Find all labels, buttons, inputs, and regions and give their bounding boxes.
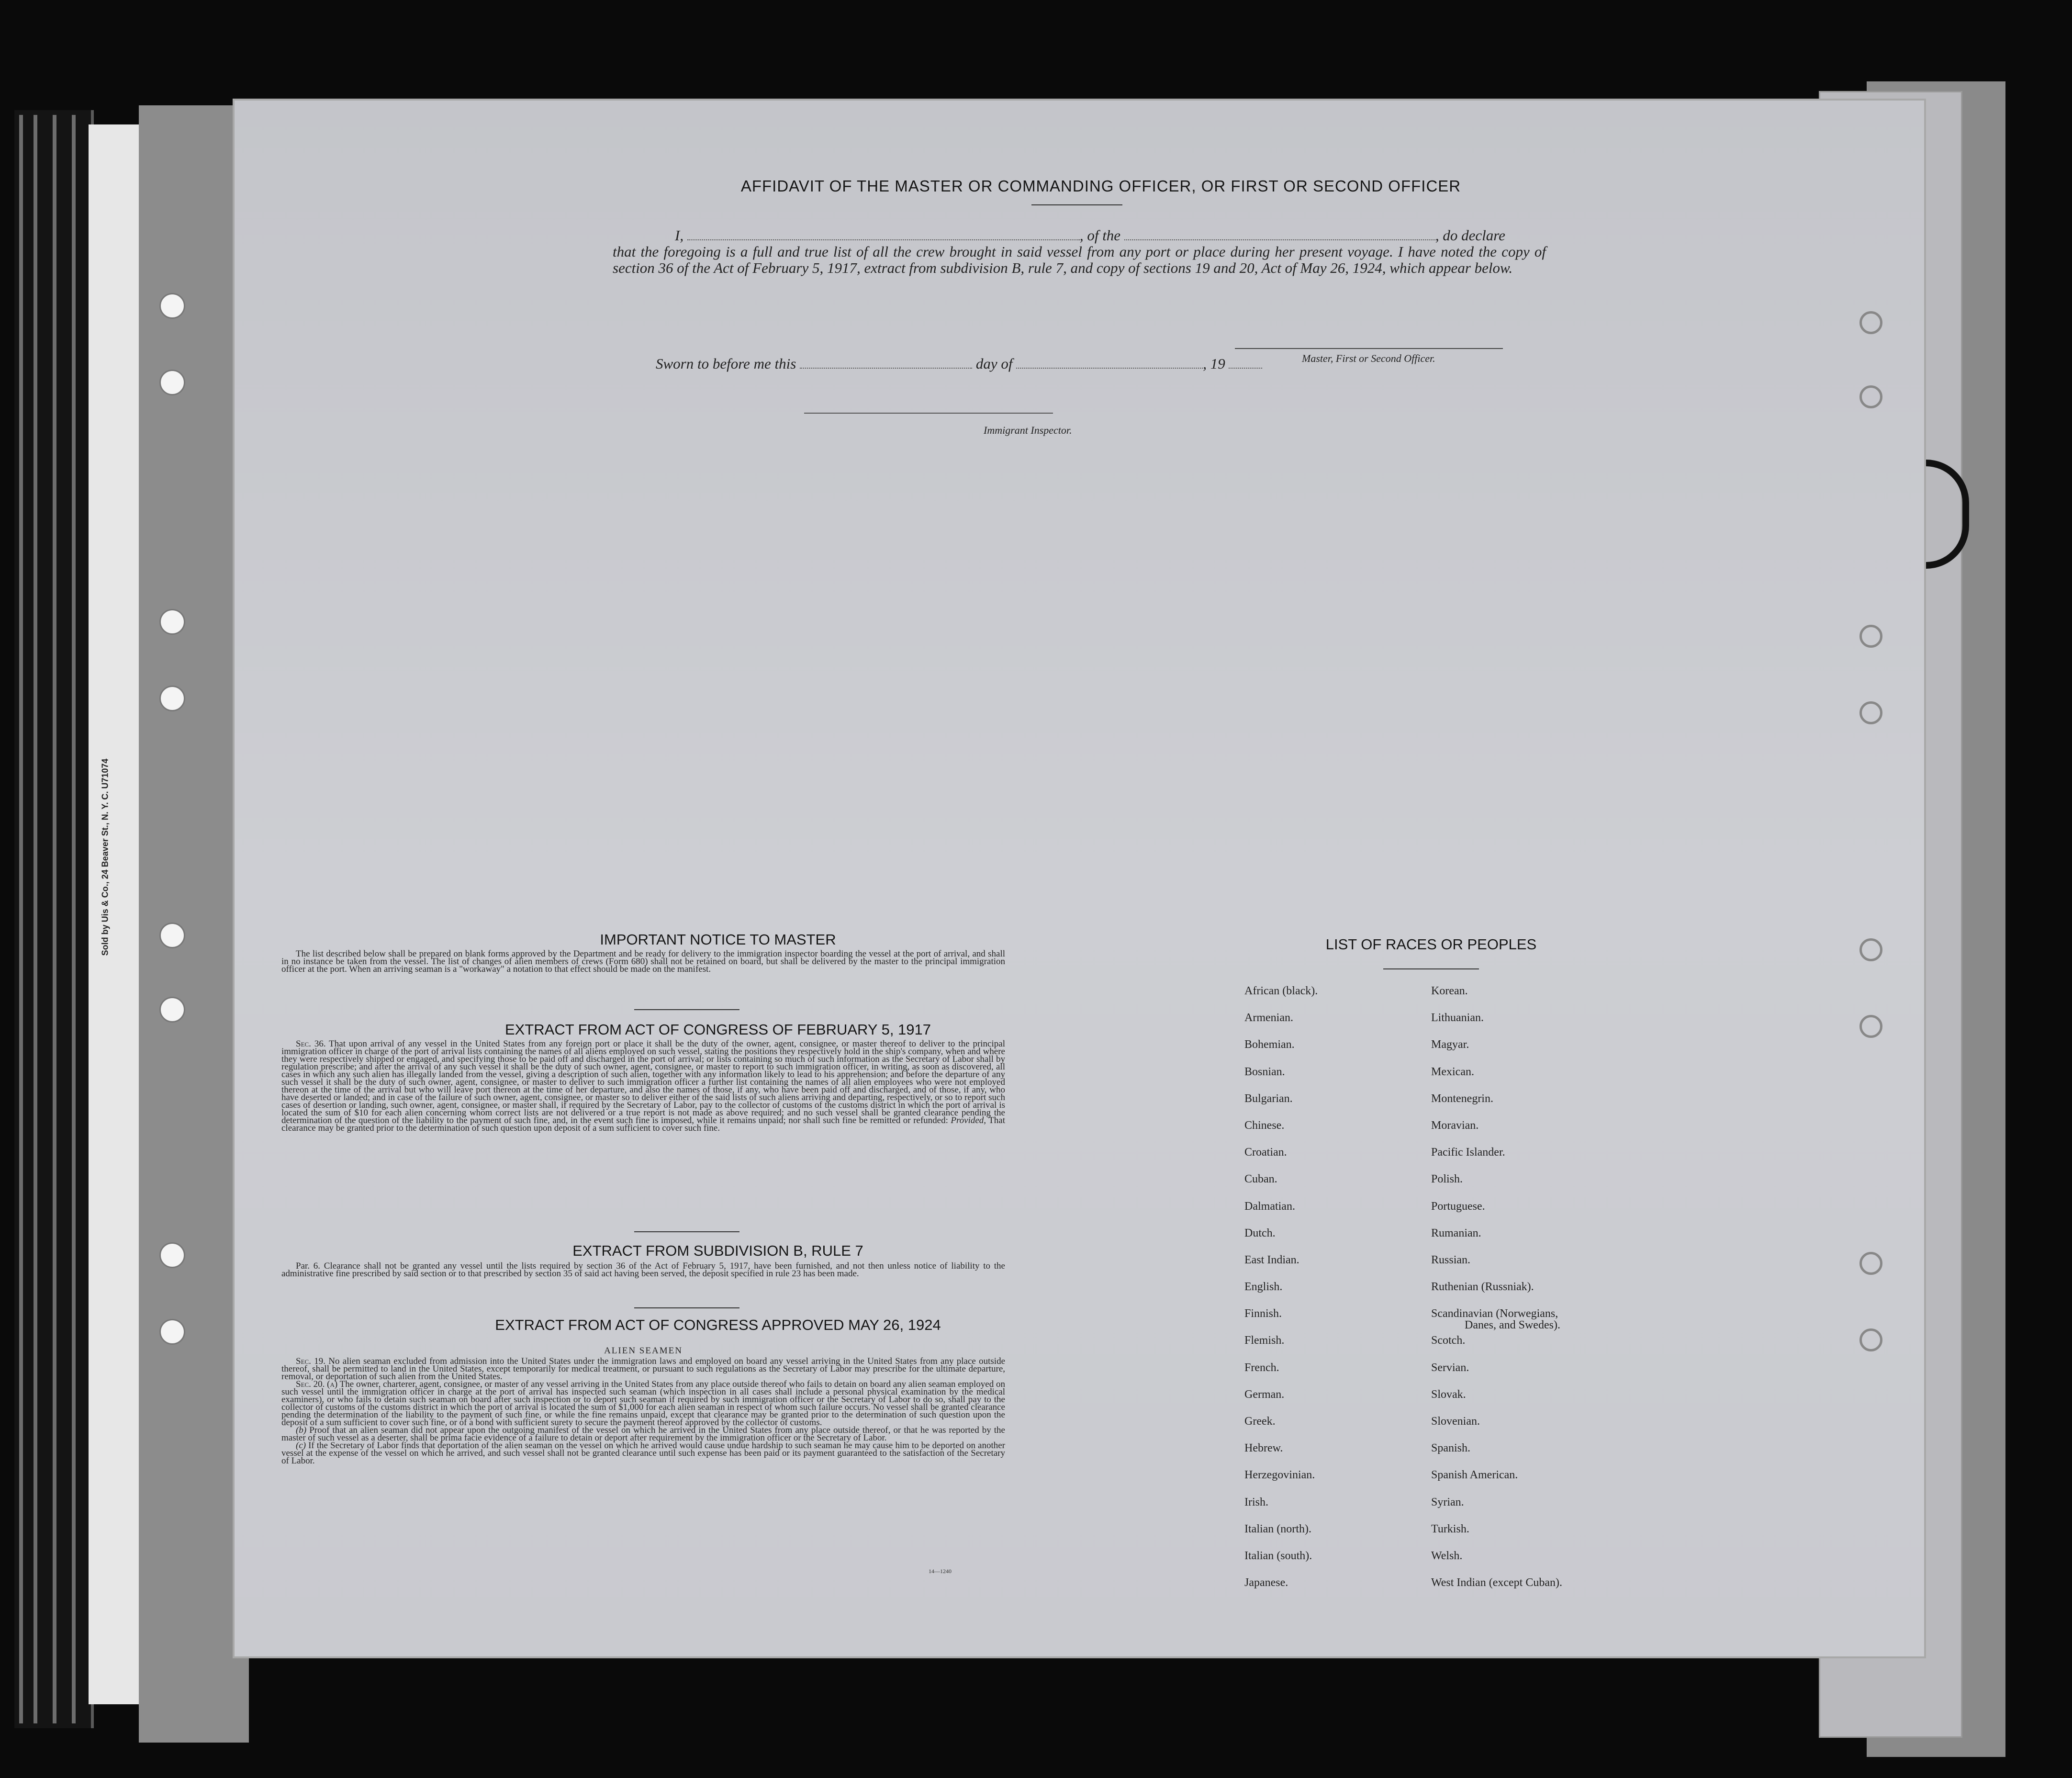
race-item: Armenian. <box>1244 1012 1293 1024</box>
ghost-hole <box>1859 311 1882 334</box>
affidavit-declaration <box>613 227 1546 276</box>
race-item: Spanish. <box>1431 1442 1471 1455</box>
race-item: Bohemian. <box>1244 1038 1295 1051</box>
races-rule <box>1383 968 1479 969</box>
affidavit-title: AFFIDAVIT OF THE MASTER OR COMMANDING OFFICER, OR FIRST OR SECOND OFFICER <box>740 177 1461 195</box>
race-item: Rumanian. <box>1431 1227 1481 1239</box>
race-item: Bulgarian. <box>1244 1092 1293 1105</box>
race-item: Irish. <box>1244 1496 1268 1508</box>
race-item: English. <box>1244 1281 1283 1294</box>
race-item: Lithuanian. <box>1431 1012 1484 1024</box>
race-item: Slovenian. <box>1431 1415 1480 1428</box>
race-item: German. <box>1244 1388 1285 1401</box>
punch-hole <box>159 997 185 1023</box>
races-column-2 <box>1431 985 1562 1604</box>
race-item: African (black). <box>1244 985 1318 997</box>
binder-strip <box>34 115 37 1723</box>
name-field[interactable] <box>687 229 1080 240</box>
races-scandinavian-cont: Danes, and Swedes). <box>1465 1319 1560 1331</box>
race-item: French. <box>1244 1361 1279 1374</box>
race-item: Scotch. <box>1431 1334 1466 1347</box>
ghost-hole <box>1859 625 1882 648</box>
race-item: Italian (south). <box>1244 1549 1312 1562</box>
race-item: Greek. <box>1244 1415 1276 1428</box>
race-item: Moravian. <box>1431 1119 1479 1132</box>
sworn-month-field[interactable] <box>1016 357 1203 369</box>
race-item: Korean. <box>1431 985 1468 997</box>
ghost-hole <box>1859 1328 1882 1351</box>
vessel-field[interactable] <box>1124 229 1435 240</box>
section-rule <box>634 1307 739 1308</box>
race-item: Dalmatian. <box>1244 1200 1295 1213</box>
binder-strip <box>72 115 76 1723</box>
master-signature-label: Master, First or Second Officer. <box>1302 352 1435 364</box>
race-item: Cuban. <box>1244 1173 1277 1186</box>
races-heading: LIST OF RACES OR PEOPLES <box>1325 936 1537 953</box>
inspector-signature-label: Immigrant Inspector. <box>984 424 1072 436</box>
race-item: Pacific Islander. <box>1431 1146 1505 1159</box>
punch-hole <box>159 293 185 319</box>
race-item: Portuguese. <box>1431 1200 1485 1213</box>
extract-1917-text: Sec. 36. That upon arrival of any vessel in the United States from any foreign port or place it shall be the duty of the owner, agent, consignee, or master thereof to deliver to the principal immigration officer in charge of the port of arrival lists containing the names of all aliens employed on such vessel, stating the positions they respectively hold in the ship's company, when and where they were respectively shipped or engaged, and specifying those to be paid off and discharged in the port of arrival; or lists containing so much of such information as the Secretary of Labor shall by regulation prescribe; and after the arrival of any such vessel it shall be the duty of such owner, agent, consignee, or master to report to such immigration officer, in writing, as soon as discovered, all cases in which any such alien has illegally landed from the vessel, giving a description of such alien, together with any information likely to lead to his apprehension; and before the departure of any such vessel it shall be the duty of such owner, agent, consignee, or master to deliver to such immigration officer a further list containing the names of all alien employees who were not employed thereon at the time of the arrival but who will leave port thereon at the time of her departure, and also the names of those, if any, who have been paid off and discharged, and of those, if any, who have deserted or landed; and in case of the failure of such owner, agent, consignee, or master so to deliver either of the said lists of such aliens arriving and departing, respectively, or so to report such cases of desertion or landing, such owner, agent, consignee, or master shall, if required by the Secretary of Labor, pay to the collector of customs of the customs district in which the port of arrival is located the sum of $10 for each alien concerning whom correct lists are not delivered or a true report is not made as above required; and no such vessel shall be granted clearance pending the determination of the question of the liability to the payment of such fine, and, in the event such fine is imposed, while it remains unpaid; nor shall such fine be remitted or refunded: Provided, That clearance may be granted prior to the determination of such question upon deposit of a sum sufficient to cover such fine. <box>281 1039 1006 1133</box>
ghost-hole <box>1859 385 1882 408</box>
race-item: Japanese. <box>1244 1576 1288 1589</box>
race-item: Spanish American. <box>1431 1469 1518 1482</box>
inspector-signature-line[interactable] <box>804 413 1053 414</box>
race-item: Scandinavian (Norwegians, <box>1431 1307 1558 1320</box>
race-item: Ruthenian (Russniak). <box>1431 1281 1534 1294</box>
race-item: Magyar. <box>1431 1038 1469 1051</box>
sworn-year: , 19 <box>1203 355 1225 372</box>
race-item: Finnish. <box>1244 1307 1282 1320</box>
race-item: West Indian (except Cuban). <box>1431 1576 1562 1589</box>
race-item: Herzegovinian. <box>1244 1469 1315 1482</box>
sworn-line <box>656 355 1326 372</box>
race-item: Dutch. <box>1244 1227 1276 1239</box>
race-item: Mexican. <box>1431 1065 1474 1078</box>
binder-strip <box>19 115 23 1723</box>
race-item: Chinese. <box>1244 1119 1285 1132</box>
race-item: Welsh. <box>1431 1549 1463 1562</box>
race-item: East Indian. <box>1244 1253 1299 1266</box>
affidavit-line1-end: , do declare <box>1435 227 1505 244</box>
ghost-hole <box>1859 701 1882 724</box>
extract-1924-heading: EXTRACT FROM ACT OF CONGRESS APPROVED MAY 26, 1924 <box>495 1317 941 1333</box>
race-item: Servian. <box>1431 1361 1469 1374</box>
sworn-mid: day of <box>975 355 1013 372</box>
ghost-hole <box>1859 1252 1882 1275</box>
punch-hole <box>159 370 185 395</box>
race-item: Italian (north). <box>1244 1522 1311 1535</box>
race-item: Montenegrin. <box>1431 1092 1493 1105</box>
race-item: Bosnian. <box>1244 1065 1285 1078</box>
master-signature-line[interactable] <box>1235 348 1503 349</box>
race-item: Croatian. <box>1244 1146 1287 1159</box>
notice-text: The list described below shall be prepared on blank forms approved by the Department and be ready for delivery to the immigration inspector boarding the vessel at the port of arrival, and shall in no instance be taken from the vessel. The list of changes of alien members of crews (Form 680) shall not be retained on board, but shall be delivered by the master to the principal immigration officer at the port. When an arriving seaman is a "workaway" a notation to that effect should be made on the manifest. <box>281 949 1005 974</box>
rule7-text: Par. 6. Clearance shall not be granted any vessel until the lists required by section 36 of the Act of February 5, 1917, have been furnished, and not then unless notice of liability to the administrative fine prescribed by said section or to that prescribed by section 35 of said act having been served, the deposit specified in rule 23 has been made. <box>281 1261 1005 1279</box>
section-rule <box>634 1231 739 1232</box>
notice-heading: IMPORTANT NOTICE TO MASTER <box>600 931 836 948</box>
punch-hole <box>159 686 185 711</box>
punch-hole <box>159 609 185 635</box>
affidavit-line1-prefix: I, <box>675 227 684 244</box>
sworn-prefix: Sworn to before me this <box>656 355 796 372</box>
race-item: Polish. <box>1431 1173 1463 1186</box>
race-item: Russian. <box>1431 1253 1471 1266</box>
binder-strip <box>53 115 56 1723</box>
sworn-day-field[interactable] <box>800 357 972 369</box>
punch-hole <box>159 1242 185 1268</box>
sworn-year-field[interactable] <box>1229 357 1262 369</box>
section-rule <box>634 1009 739 1010</box>
race-item: Turkish. <box>1431 1522 1469 1535</box>
affidavit-line1-mid: , of the <box>1079 227 1121 244</box>
races-column-1 <box>1244 985 1318 1604</box>
ghost-hole <box>1859 938 1882 961</box>
margin-imprint: Sold by Uis & Co., 24 Beaver St., N. Y. C. U71074 <box>100 758 110 956</box>
ghost-hole <box>1859 1015 1882 1038</box>
race-item: Flemish. <box>1244 1334 1285 1347</box>
punch-hole <box>159 923 185 948</box>
punch-hole <box>159 1319 185 1345</box>
underlying-sheet-gray <box>139 105 249 1743</box>
title-rule <box>1031 204 1122 205</box>
affidavit-body: that the foregoing is a full and true list of all the crew brought in said vessel from any port or place during her present voyage. I have noted the copy of section 36 of the Act of February 5, 1917, extract from subdivision B, rule 7, and copy of sections 19 and 20, Act of May 26, 1924, which appear below. <box>613 243 1546 276</box>
race-item: Syrian. <box>1431 1496 1464 1508</box>
race-item: Hebrew. <box>1244 1442 1283 1455</box>
alien-seamen-subheading: ALIEN SEAMEN <box>604 1346 683 1356</box>
rule7-heading: EXTRACT FROM SUBDIVISION B, RULE 7 <box>572 1242 863 1259</box>
extract-1924-text: ALIEN SEAMEN Sec. 19. No alien seaman excluded from admission into the United States under the immigration laws and employed on board any vessel arriving in the United States from any place outside thereof, shall be permitted to land in the United States, except temporarily for medical treatment, or pursuant to such regulations as the Secretary of Labor may prescribe for the ultimate departure, removal, or deportation of such alien from the United States. Sec. 20. (a) The owner, charterer, agent, consignee, or master of any vessel arriving in the United States from any place outside thereof who fails to detain on board any alien seaman employed on such vessel until the immigration officer in charge at the port of arrival has inspected such seaman (which inspection in all cases shall include a personal physical examination by the medical examiners), or who fails to detain such seaman on board after such inspection or to deport such seaman if required by such immigration officer or the Secretary of Labor to do so, shall pay to the collector of customs of the customs district in which the port of arrival is located the sum of $1,000 for each alien seaman in respect of whom such failure occurs. No vessel shall be granted clearance pending the determination of the liability to the payment of such fine, or while the fine remains unpaid, except that clearance may be granted prior to the determination of such question upon the deposit of a sum sufficient to cover such fine, or of a bond with sufficient surety to secure the payment thereof approved by the collector of customs. (b) Proof that an alien seaman did not appear upon the outgoing manifest of the vessel on which he arrived in the United States from any place outside thereof, or that he was reported by the master of such vessel as a deserter, shall be prima facie evidence of a failure to detain or deport after requirement by the immigration officer or the Secretary of Labor. (c) If the Secretary of Labor finds that deportation of the alien seaman on the vessel on which he arrived would cause undue hardship to such seaman he may cause him to be deported on another vessel at the expense of the vessel on which he arrived, and such vessel shall not be granted clearance until such expense has been paid or its payment guaranteed to the satisfaction of the Secretary of Labor. <box>281 1346 1006 1466</box>
form-number: 14—1240 <box>929 1568 952 1575</box>
extract-1917-heading: EXTRACT FROM ACT OF CONGRESS OF FEBRUARY 5, 1917 <box>504 1021 931 1038</box>
race-item: Slovak. <box>1431 1388 1466 1401</box>
